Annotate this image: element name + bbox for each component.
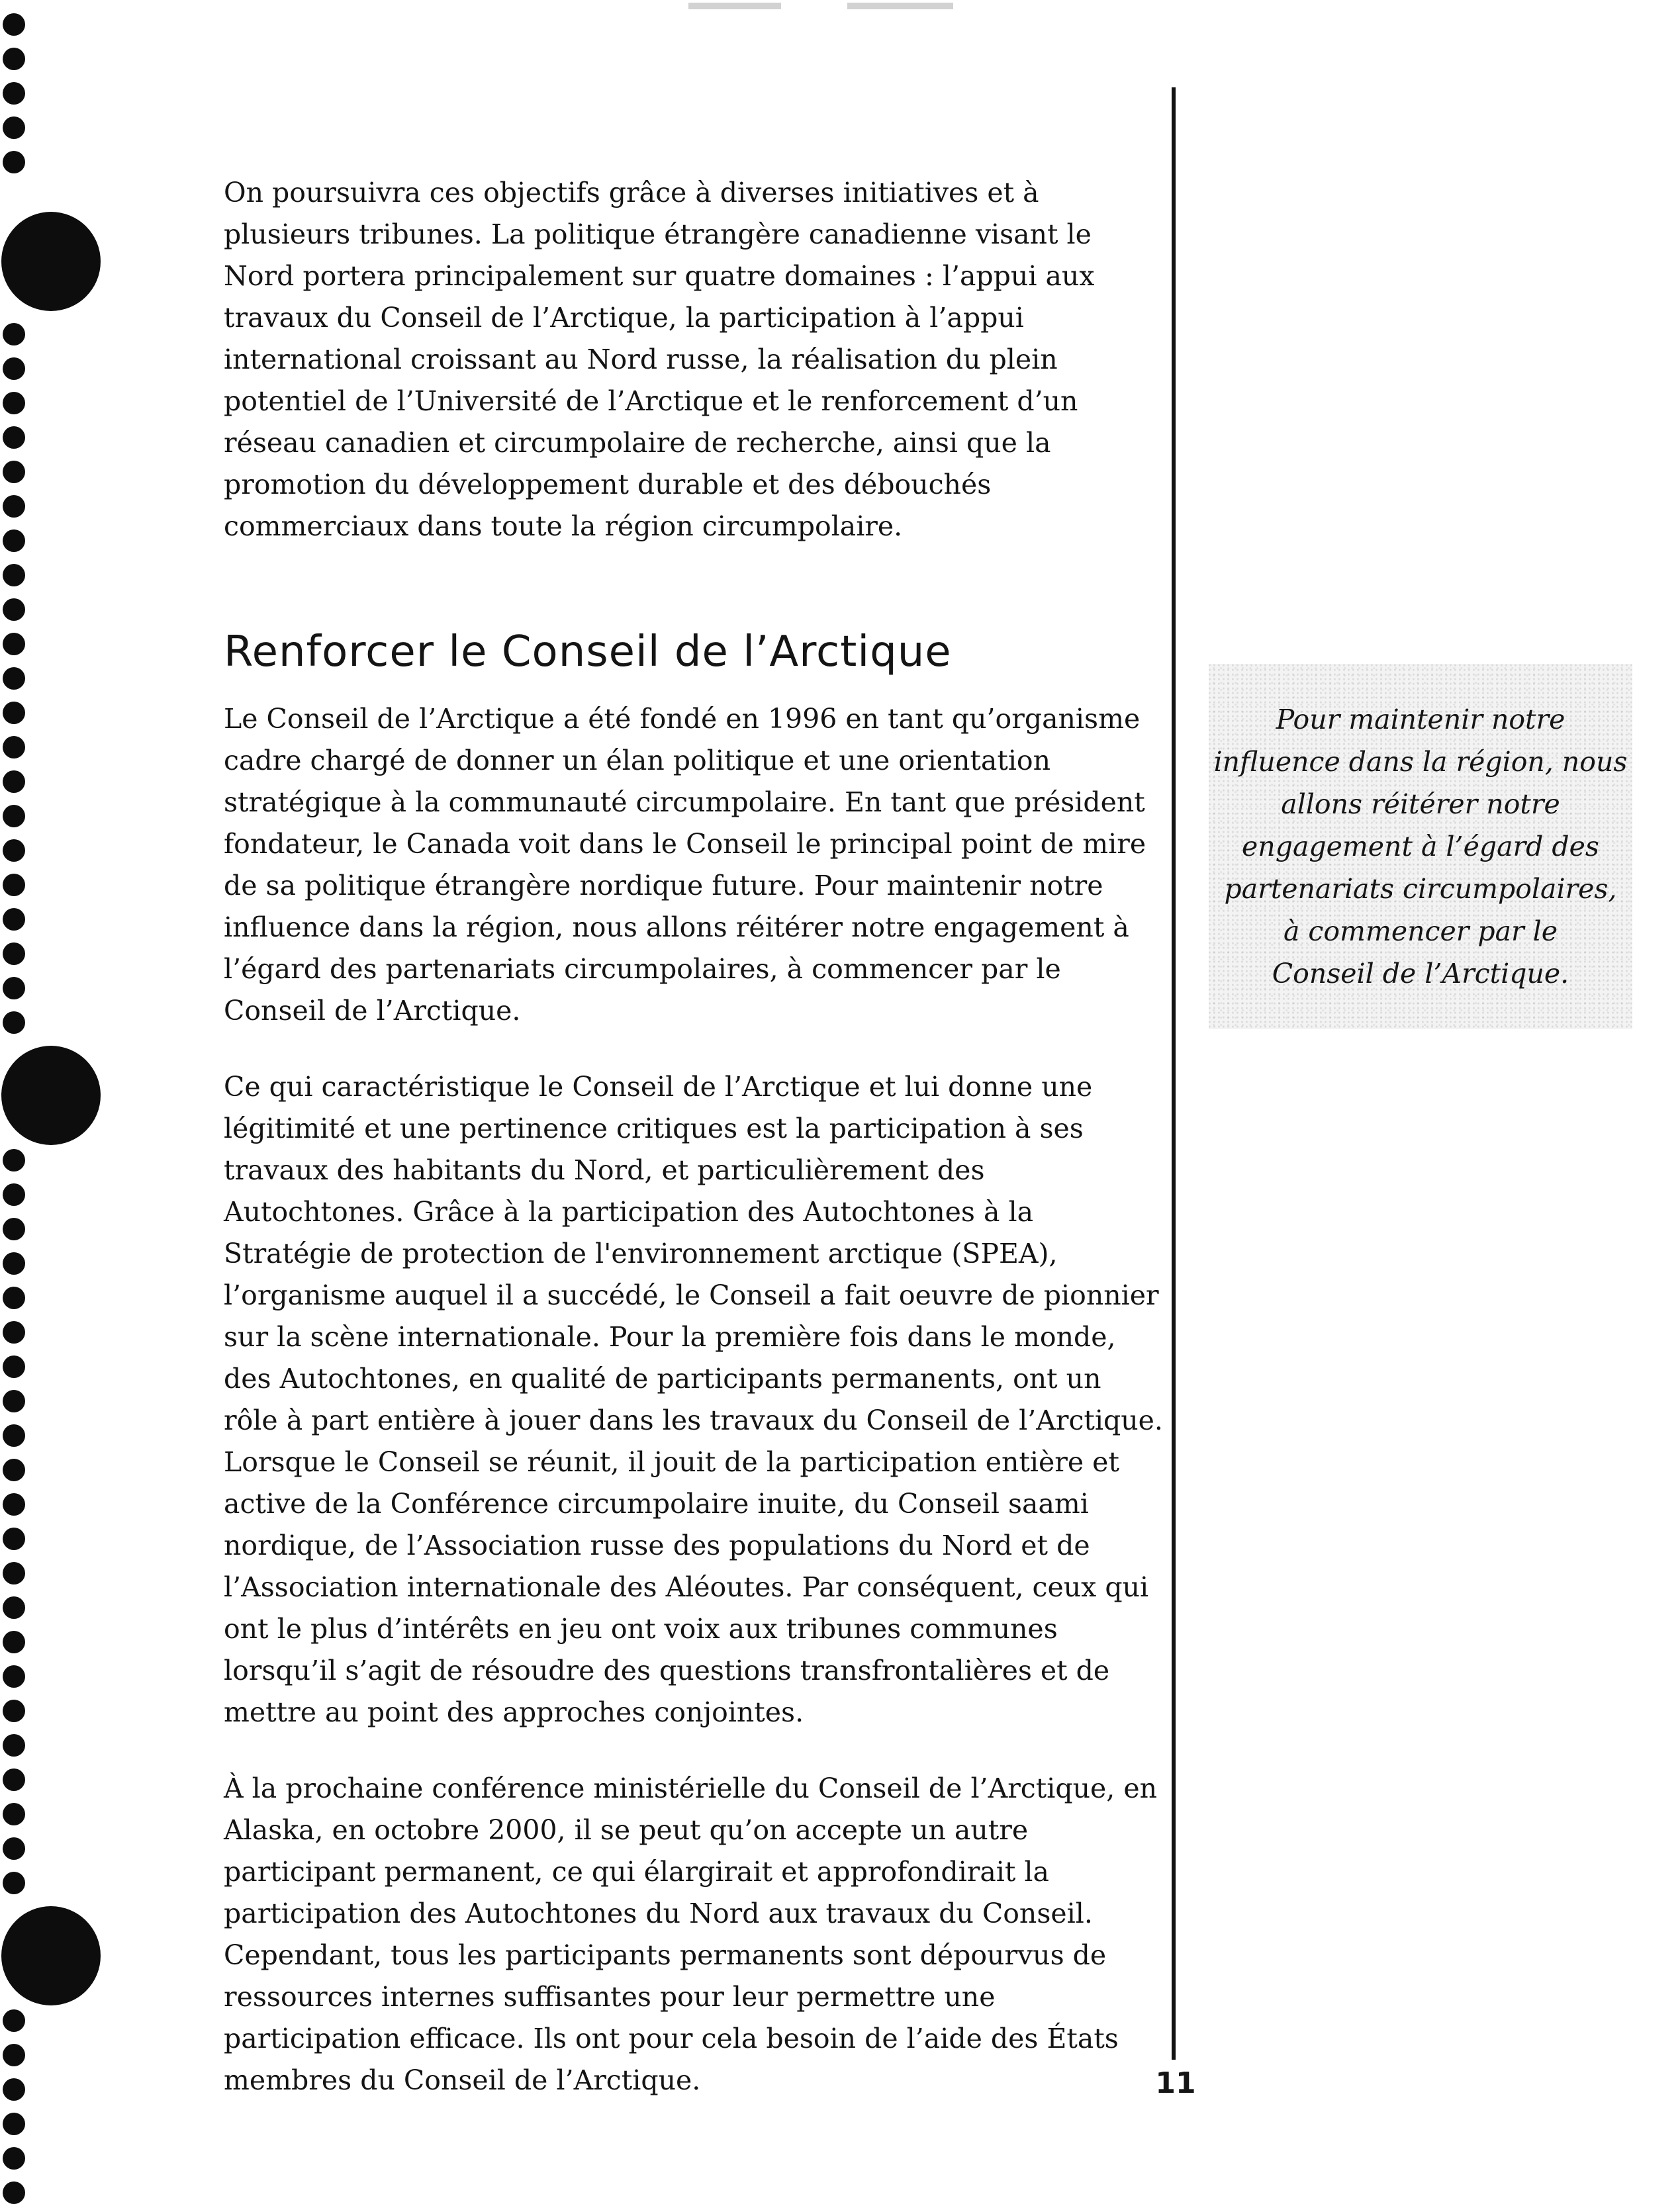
binder-dot: [3, 323, 25, 345]
binder-dot: [3, 977, 25, 999]
binder-dot: [3, 1424, 25, 1447]
column-rule: [1172, 87, 1176, 2060]
binder-holes: [0, 0, 106, 2198]
binder-dot: [3, 2009, 25, 2032]
binder-dot: [3, 1183, 25, 1206]
binder-hole: [1, 1046, 101, 1145]
binder-dot: [3, 564, 25, 586]
main-column: [224, 172, 1164, 2136]
scan-artifact: [688, 3, 781, 9]
pull-quote-line: engagement à l’égard des: [1242, 831, 1599, 862]
binder-dot: [3, 48, 25, 70]
binder-dot: [3, 2078, 25, 2101]
binder-dot: [3, 805, 25, 827]
pull-quote: [1209, 664, 1632, 1029]
binder-dot: [3, 151, 25, 173]
binder-dot: [3, 357, 25, 380]
binder-dot: [3, 13, 25, 36]
binder-dot: [3, 495, 25, 518]
binder-dot: [3, 2113, 25, 2135]
binder-dot: [3, 702, 25, 724]
body-paragraph: À la prochaine conférence ministérielle du Conseil de l’Arctique, en Alaska, en octobre 2000, il se peut qu’on accepte un autre participant permanent, ce qui élargirait et approfondirait la participation des Autochtones du Nord aux travaux du Conseil. Cependant, tous les participants permanents sont dépourvus de ressources internes suffisantes pour leur permettre une participation efficace. Ils ont pour cela besoin de l’aide des États membres du Conseil de l’Arctique.: [224, 1772, 1157, 2096]
binder-dot: [3, 1321, 25, 1344]
binder-dot: [3, 598, 25, 621]
pull-quote-line: Conseil de l’Arctique.: [1272, 958, 1569, 989]
binder-dot: [3, 908, 25, 931]
binder-dot: [3, 1287, 25, 1309]
binder-dot: [3, 1562, 25, 1584]
pull-quote-line: allons réitérer notre: [1281, 788, 1560, 820]
pull-quote-text: [1214, 698, 1628, 995]
pull-quote-line: Pour maintenir notre: [1276, 704, 1565, 735]
binder-dot: [3, 2044, 25, 2066]
binder-dot: [3, 1803, 25, 1825]
binder-dot: [3, 1665, 25, 1688]
binder-dot: [3, 82, 25, 105]
binder-dot: [3, 633, 25, 655]
binder-dot: [3, 461, 25, 483]
binder-dot: [3, 529, 25, 552]
binder-dot: [3, 736, 25, 758]
binder-dot: [3, 1390, 25, 1412]
binder-dot: [3, 426, 25, 449]
body-paragraph: Ce qui caractéristique le Conseil de l’Arctique et lui donne une légitimité et une pertinence critiques est la participation à ses travaux des habitants du Nord, et particulièrement des Autochtones. Grâce à la participation des Autochtones à la Stratégie de protection de l'environnement arctique (SPEA), l’organisme auquel il a succédé, le Conseil a fait oeuvre de pionnier sur la scène internationale. Pour la première fois dans le monde, des Autochtones, en qualité de participants permanents, ont un rôle à part entière à jouer dans les travaux du Conseil de l’Arctique. Lorsque le Conseil se réunit, il jouit de la participation entière et active de la Conférence circumpolaire inuite, du Conseil saami nordique, de l’Association russe des populations du Nord et de l’Association internationale des Aléoutes. Par conséquent, ceux qui ont le plus d’intérêts en jeu ont voix aux tribunes communes lorsqu’il s’agit de résoudre des questions transfrontalières et de mettre au point des approches conjointes.: [224, 1071, 1163, 1728]
pull-quote-line: partenariats circumpolaires,: [1224, 873, 1617, 905]
binder-dot: [3, 942, 25, 965]
binder-dot: [3, 1768, 25, 1791]
binder-dot: [3, 1493, 25, 1516]
binder-dot: [3, 1872, 25, 1894]
scan-artifact: [847, 3, 953, 9]
body-paragraph: On poursuivra ces objectifs grâce à diverses initiatives et à plusieurs tribunes. La politique étrangère canadienne visant le Nord portera principalement sur quatre domaines : l’appui aux travaux du Conseil de l’Arctique, la participation à l’appui international croissant au Nord russe, la réalisation du plein potentiel de l’Université de l’Arctique et le renforcement d’un réseau canadien et circumpolaire de recherche, ainsi que la promotion du développement durable et des débouchés commerciaux dans toute la région circumpolaire.: [224, 177, 1095, 542]
pull-quote-line: influence dans la région, nous: [1213, 746, 1628, 778]
binder-hole: [1, 1906, 101, 2005]
binder-dot: [3, 1459, 25, 1481]
binder-dot: [3, 1837, 25, 1860]
binder-dot: [3, 116, 25, 139]
binder-dot: [3, 1218, 25, 1240]
binder-dot: [3, 1700, 25, 1722]
binder-dot: [3, 1252, 25, 1275]
section-heading: Renforcer le Conseil de l’Arctique: [224, 627, 952, 676]
page-number: 11: [1155, 2066, 1196, 2100]
binder-dot: [3, 874, 25, 896]
binder-dot: [3, 667, 25, 690]
binder-dot: [3, 1734, 25, 1757]
binder-dot: [3, 2147, 25, 2170]
binder-dot: [3, 770, 25, 793]
body-paragraph: Le Conseil de l’Arctique a été fondé en 1996 en tant qu’organisme cadre chargé de donner un élan politique et une orientation stratégique à la communauté circumpolaire. En tant que président fondateur, le Canada voit dans le Conseil le principal point de mire de sa politique étrangère nordique future. Pour maintenir notre influence dans la région, nous allons réitérer notre engagement à l’égard des partenariats circumpolaires, à commencer par le Conseil de l’Arctique.: [224, 703, 1146, 1027]
binder-dot: [3, 2181, 25, 2204]
binder-dot: [3, 392, 25, 414]
binder-dot: [3, 1011, 25, 1034]
binder-dot: [3, 1596, 25, 1619]
binder-hole: [1, 212, 101, 311]
binder-dot: [3, 839, 25, 862]
binder-dot: [3, 1355, 25, 1378]
pull-quote-line: à commencer par le: [1283, 915, 1558, 947]
binder-dot: [3, 1149, 25, 1171]
binder-dot: [3, 1528, 25, 1550]
binder-dot: [3, 1631, 25, 1653]
